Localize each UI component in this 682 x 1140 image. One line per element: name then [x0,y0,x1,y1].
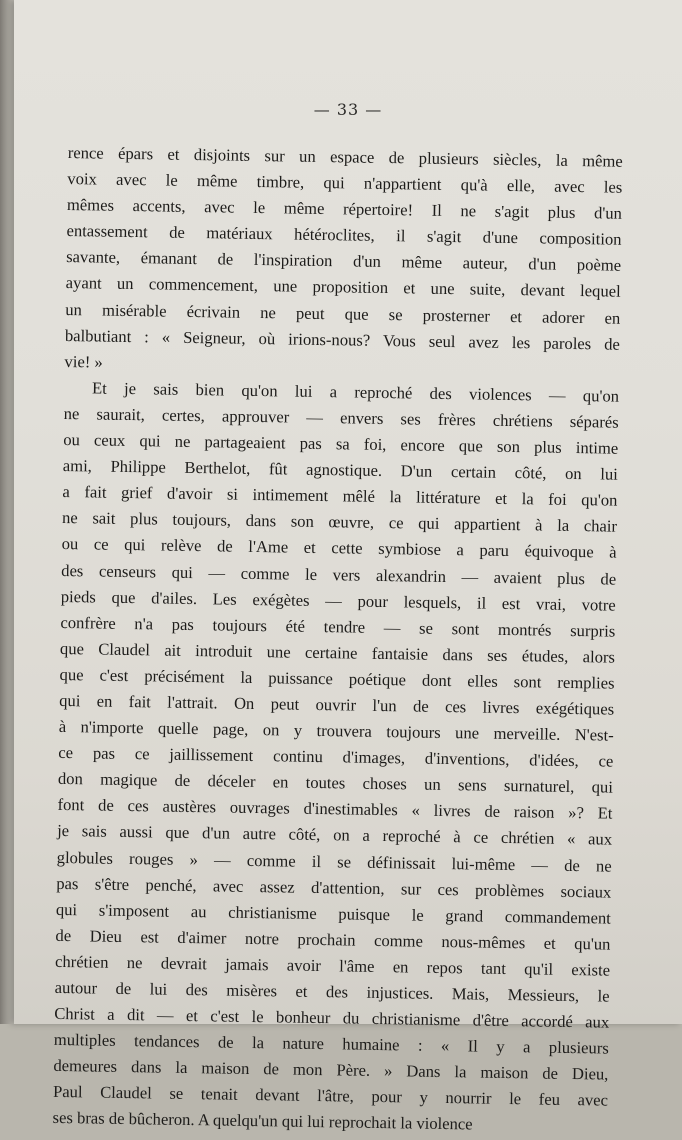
body-text [52,140,623,1140]
text-line: ses bras de bûcheron. A quelqu'un qui lui reprochait la violence [52,1108,473,1134]
text-line: ou ce qui relève de l'Ame et cette symbiose a paru équivoque à [61,534,617,563]
text-line: vie! » [64,351,103,372]
text-line: balbutiant : « Seigneur, où irions-nous? Vous seul avez les paroles de [64,325,621,354]
text-line: que Claudel ait introduit une certaine fantaisie dans ses études, alors [59,638,616,667]
text-line: savante, émanant de l'inspiration d'un même auteur, d'un poème [66,247,622,276]
text-line: entassement de matériaux hétéroclites, il s'agit d'une composition [66,221,622,249]
text-line: qui en fait l'attrait. On peut ouvrir l'un de ces livres exégétiques [59,690,615,719]
text-line: un misérable écrivain ne peut que se prosterner et adorer en [65,299,621,328]
text-line: chrétien ne devrait jamais avoir l'âme en repos tant qu'il existe [54,951,611,980]
text-line: je sais aussi que d'un autre côté, on a reproché à ce chrétien « aux [56,821,613,850]
page-number: — 33 — [313,100,383,119]
book-page [14,0,682,1134]
text-line: qui s'imposent au christianisme puisque le grand commandement [55,899,611,928]
text-line: ne saurait, certes, approuver — envers ses frères chrétiens séparés [63,403,619,432]
text-line: ne sait plus toujours, dans son œuvre, ce qui appartient à la chair [61,508,618,536]
text-line: Christ a dit — et c'est le bonheur du christianisme d'être accordé aux [54,1003,610,1032]
text-line: confrère n'a pas toujours été tendre — se sont montrés surpris [60,612,616,641]
text-line: de Dieu est d'aimer notre prochain comme nous-mêmes et qu'un [55,925,611,954]
text-line: don magique de déceler en toutes choses un sens surnaturel, qui [57,769,614,797]
text-line: Paul Claudel se tenait devant l'âtre, pour y nourrir le feu avec [52,1082,609,1110]
text-line: Et je sais bien qu'on lui a reproché des violences — qu'on [91,378,620,406]
text-line: ayant un commencement, une proposition et une suite, devant lequel [65,273,621,302]
text-line: pieds que d'ailes. Les exégètes — pour lesquels, il est vrai, votre [60,586,616,615]
text-line: à n'importe quelle page, on y trouvera toujours une merveille. N'est- [58,716,614,745]
text-line: ou ceux qui ne partageaient pas sa foi, encore que son plus intime [63,429,619,458]
text-line: que c'est précisément la puissance poétique dont elles sont remplies [59,664,615,693]
text-line: font de ces austères ouvrages d'inestimables « livres de raison »? Et [57,795,613,823]
text-line: ce pas ce jaillissement continu d'images, d'inventions, d'idées, ce [58,743,614,771]
text-line: demeures dans la maison de mon Père. » Dans la maison de Dieu, [53,1056,609,1084]
paragraph-2 [52,375,619,1140]
text-line: a fait grief d'avoir si intimement mêlé la littérature et la foi qu'on [62,482,618,510]
text-line: ami, Philippe Berthelot, fût agnostique. D'un certain côté, on lui [62,456,618,484]
paragraph-1 [64,140,623,384]
text-line: multiples tendances de la nature humaine : « Il y a plusieurs [53,1030,609,1058]
text-line: globules rouges » — comme il se définissait lui-même — de ne [56,847,612,876]
text-line: autour de lui des misères et des injustices. Mais, Messieurs, le [54,977,610,1006]
text-line: voix avec le même timbre, qui n'appartient qu'à elle, avec les [67,169,623,197]
text-line: pas s'être penché, avec assez d'attention, sur ces problèmes sociaux [56,873,612,902]
text-line: des censeurs qui — comme le vers alexandrin — avaient plus de [61,560,617,589]
text-line: rence épars et disjoints sur un espace de plusieurs siècles, la même [67,142,623,171]
text-line: mêmes accents, avec le même répertoire! Il ne s'agit plus d'un [66,195,623,223]
